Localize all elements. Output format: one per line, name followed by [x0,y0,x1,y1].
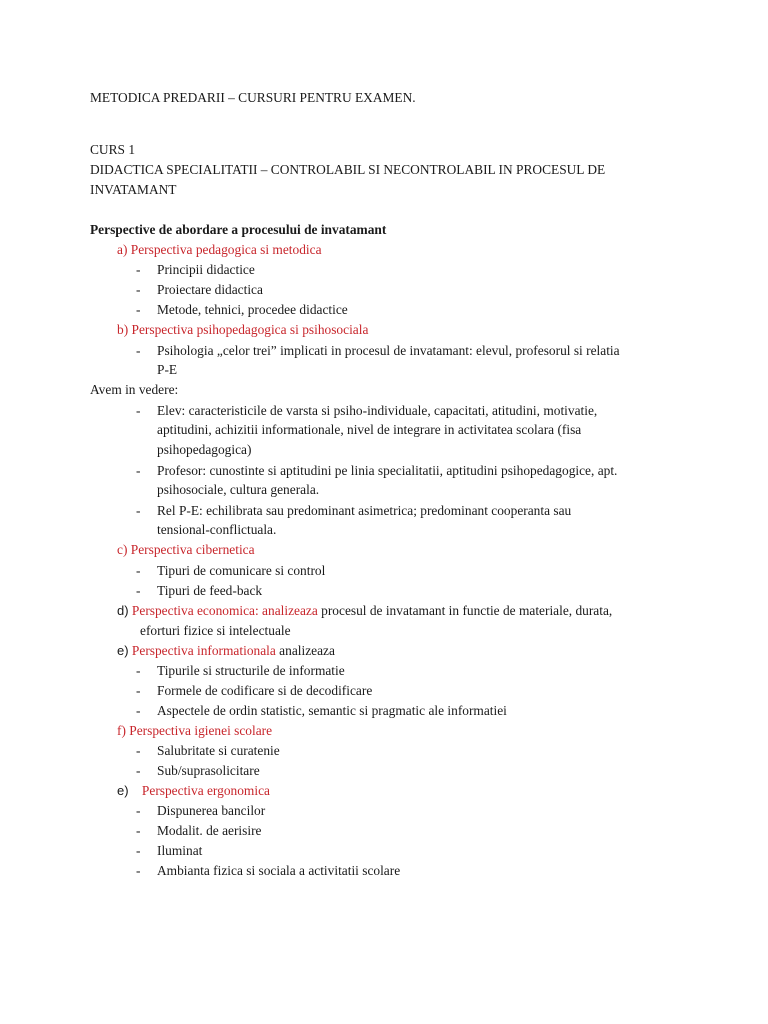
perspective-d-label: Perspectiva economica: analizeaza [131,603,318,618]
list-item [0,761,768,781]
perspective-f [117,721,272,741]
bullet-dash: - [136,262,141,277]
list-item-continuation: P-E [157,362,178,377]
bullet-dash: - [136,683,141,698]
list-item [0,741,768,761]
list-item-text: Tipuri de comunicare si control [157,563,326,578]
perspective-b [117,320,368,340]
marker-a: a) [117,242,128,257]
bullet-dash: - [136,302,141,317]
list-item-text: Salubritate si curatenie [157,743,280,758]
perspective-c [117,540,255,560]
list-item [0,501,768,521]
bullet-dash: - [136,563,141,578]
list-item-text: Modalit. de aerisire [157,823,262,838]
perspective-e [117,641,335,661]
list-item [0,861,768,881]
bullet-dash: - [136,503,141,518]
list-item-text: Dispunerea bancilor [157,803,266,818]
list-item [0,401,768,421]
perspective-c-label: Perspectiva cibernetica [130,542,255,557]
bullet-dash: - [136,703,141,718]
perspective-e-label: Perspectiva informationala [131,643,276,658]
bullet-dash: - [136,863,141,878]
bullet-dash: - [136,343,141,358]
list-item-text: Elev: caracteristicile de varsta si psiho-individuale, capacitati, atitudini, motivatie, [157,403,598,418]
list-item-text: Psihologia „celor trei” implicati in procesul de invatamant: elevul, profesorul si relatia [157,343,620,358]
list-item-text: Ambianta fizica si sociala a activitatii scolare [157,863,401,878]
list-item-text: Principii didactice [157,262,255,277]
course-subtitle-line1: DIDACTICA SPECIALITATII – CONTROLABIL SI NECONTROLABIL IN PROCESUL DE [90,162,606,177]
list-item [0,661,768,681]
list-item [0,821,768,841]
list-item [0,681,768,701]
list-item-text: Tipurile si structurile de informatie [157,663,345,678]
perspective-b-label: Perspectiva psihopedagogica si psihosociala [131,322,369,337]
marker-d: d) [117,603,129,618]
list-item-text: Iluminat [157,843,203,858]
perspective-e-text: analizeaza [275,643,335,658]
bullet-dash: - [136,282,141,297]
list-item [0,581,768,601]
list-item-text: Sub/suprasolicitare [157,763,260,778]
marker-f: f) [117,723,126,738]
perspective-f-label: Perspectiva igienei scolare [129,723,273,738]
course-subtitle-line2: INVATAMANT [90,182,177,197]
list-item [0,260,768,280]
list-item-text: Aspectele de ordin statistic, semantic si pragmatic ale informatiei [157,703,507,718]
marker-c: c) [117,542,128,557]
avem-in-vedere-label: Avem in vedere: [90,382,179,397]
list-item [0,300,768,320]
list-item [0,461,768,481]
list-item-continuation: psihopedagogica) [157,442,252,457]
list-item-text: Metode, tehnici, procedee didactice [157,302,348,317]
perspective-d-continuation: eforturi fizice si intelectuale [140,623,291,638]
list-item-text: Tipuri de feed-back [157,583,263,598]
list-item-continuation: psihosociale, cultura generala. [157,482,320,497]
list-item [0,561,768,581]
list-item-text: Rel P-E: echilibrata sau predominant asimetrica; predominant cooperanta sau [157,503,572,518]
perspective-a [117,240,322,260]
list-item [0,801,768,821]
list-item-continuation: aptitudini, achizitii informationale, nivel de integrare in activitatea scolara (fisa [157,422,582,437]
list-item [0,841,768,861]
marker-e: e) [117,643,129,658]
bullet-dash: - [136,843,141,858]
marker-e-ergonomic: e) [117,783,129,798]
document-title: METODICA PREDARII – CURSURI PENTRU EXAMEN. [90,90,416,105]
list-item [0,280,768,300]
bullet-dash: - [136,403,141,418]
bullet-dash: - [136,463,141,478]
perspective-d-text: procesul de invatamant in functie de materiale, durata, [317,603,613,618]
perspective-d [117,601,612,621]
list-item-text: Proiectare didactica [157,282,263,297]
list-item [0,341,768,361]
perspective-a-label: Perspectiva pedagogica si metodica [130,242,322,257]
marker-b: b) [117,322,129,337]
perspective-e-ergonomic-label: Perspectiva ergonomica [141,783,270,798]
bullet-dash: - [136,823,141,838]
list-item-text: Profesor: cunostinte si aptitudini pe linia specialitatii, aptitudini psihopedagogice, apt. [157,463,618,478]
bullet-dash: - [136,583,141,598]
bullet-dash: - [136,663,141,678]
bullet-dash: - [136,743,141,758]
perspective-e-ergonomic [117,781,270,801]
bullet-dash: - [136,763,141,778]
list-item [0,701,768,721]
list-item-text: Formele de codificare si de decodificare [157,683,373,698]
bullet-dash: - [136,803,141,818]
list-item-continuation: tensional-conflictuala. [157,522,277,537]
course-label: CURS 1 [90,142,136,157]
section-heading: Perspective de abordare a procesului de invatamant [90,222,387,237]
